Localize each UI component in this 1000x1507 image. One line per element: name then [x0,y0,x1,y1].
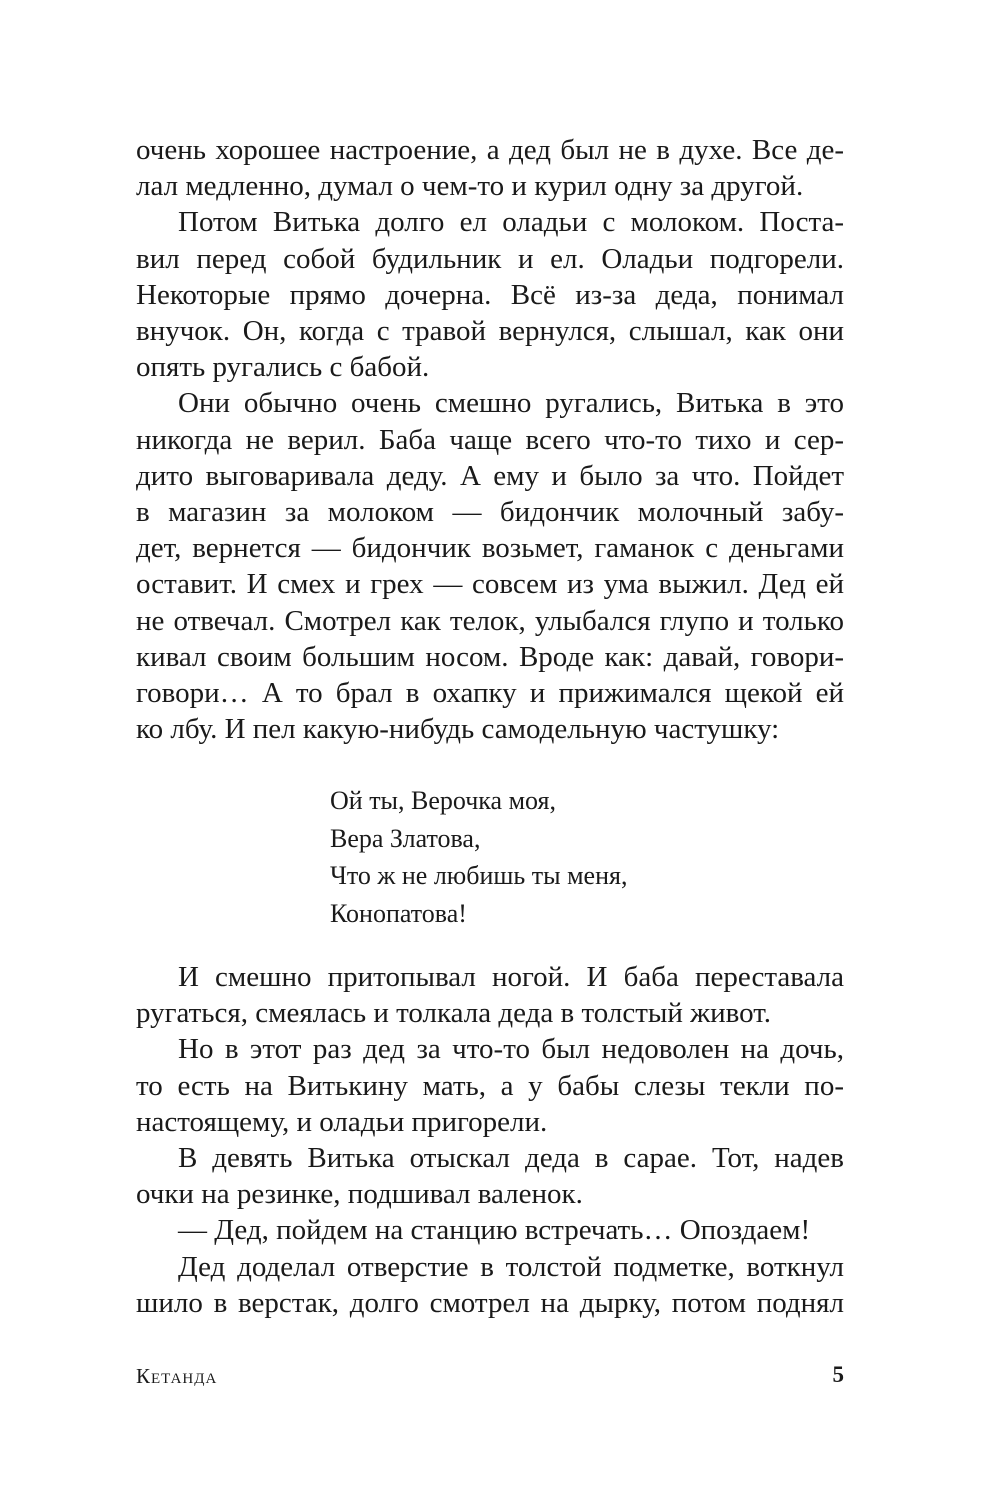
text-line: не отвечал. Смотрел как телок, улыбался глупо и только [136,604,844,637]
text-line: — Дед, пойдем на станцию встречать… Опоздаем! [178,1214,811,1247]
text-line: в магазин за молоком — бидончик молочный забу- [136,496,844,529]
text-line: говори… А то брал в охапку и прижимался щекой ей [136,677,844,710]
text-line: шило в верстак, долго смотрел на дырку, потом поднял [136,1286,844,1319]
text-line: то есть на Витькину мать, а у бабы слезы текли по- [136,1069,844,1102]
text-line: внучок. Он, когда с травой вернулся, слышал, как они [136,315,844,348]
page-number: 5 [832,1362,844,1387]
text-line: ругаться, смеялась и толкала деда в толстый живот. [136,997,772,1030]
text-line: вил перед собой будильник и ел. Оладьи подгорели. [136,242,844,275]
text-line: В девять Витька отыскал деда в сарае. Тот, надев [178,1142,844,1175]
verse-line: Вера Златова, [330,823,481,853]
text-line: кивал своим большим носом. Вроде как: давай, говори- [136,640,844,673]
text-line: лал медленно, думал о чем-то и курил одну за другой. [136,170,804,203]
text-line: Но в этот раз дед за что-то был недоволен на дочь, [178,1033,844,1066]
verse-line: Ой ты, Верочка моя, [330,786,557,815]
verse-line: Что ж не любишь ты меня, [330,861,628,890]
text-line: ко лбу. И пел какую-нибудь самодельную частушку: [136,713,780,746]
text-line: очень хорошее настроение, а дед был не в духе. Все де- [136,134,844,166]
verse-line: Конопатова! [330,898,467,928]
text-line: дет, вернется — бидончик возьмет, гаманок с деньгами [136,532,844,565]
text-line: опять ругались с бабой. [136,351,430,384]
text-line: Потом Витька долго ел оладьи с молоком. Поста- [178,206,844,239]
text-block-lower [136,959,844,1321]
verse-block [330,782,627,932]
text-line: Дед доделал отверстие в толстой подметке, воткнул [178,1250,844,1283]
text-line: настоящему, и оладьи пригорели. [136,1105,548,1138]
text-line: дито выговаривала деду. А ему и было за что. Пойдет [136,459,844,492]
running-footer-title: Кетанда [136,1364,218,1388]
text-line: Они обычно очень смешно ругались, Витька в это [178,387,844,420]
text-line: никогда не верил. Баба чаще всего что-то тихо и сер- [136,423,844,456]
text-block-upper [136,132,844,747]
text-line: очки на резинке, подшивал валенок. [136,1178,583,1211]
text-line: Некоторые прямо дочерна. Всё из-за деда, понимал [136,278,844,311]
text-line: И смешно притопывал ногой. И баба переставала [178,961,844,993]
text-line: оставит. И смех и грех — совсем из ума выжил. Дед ей [136,568,844,601]
